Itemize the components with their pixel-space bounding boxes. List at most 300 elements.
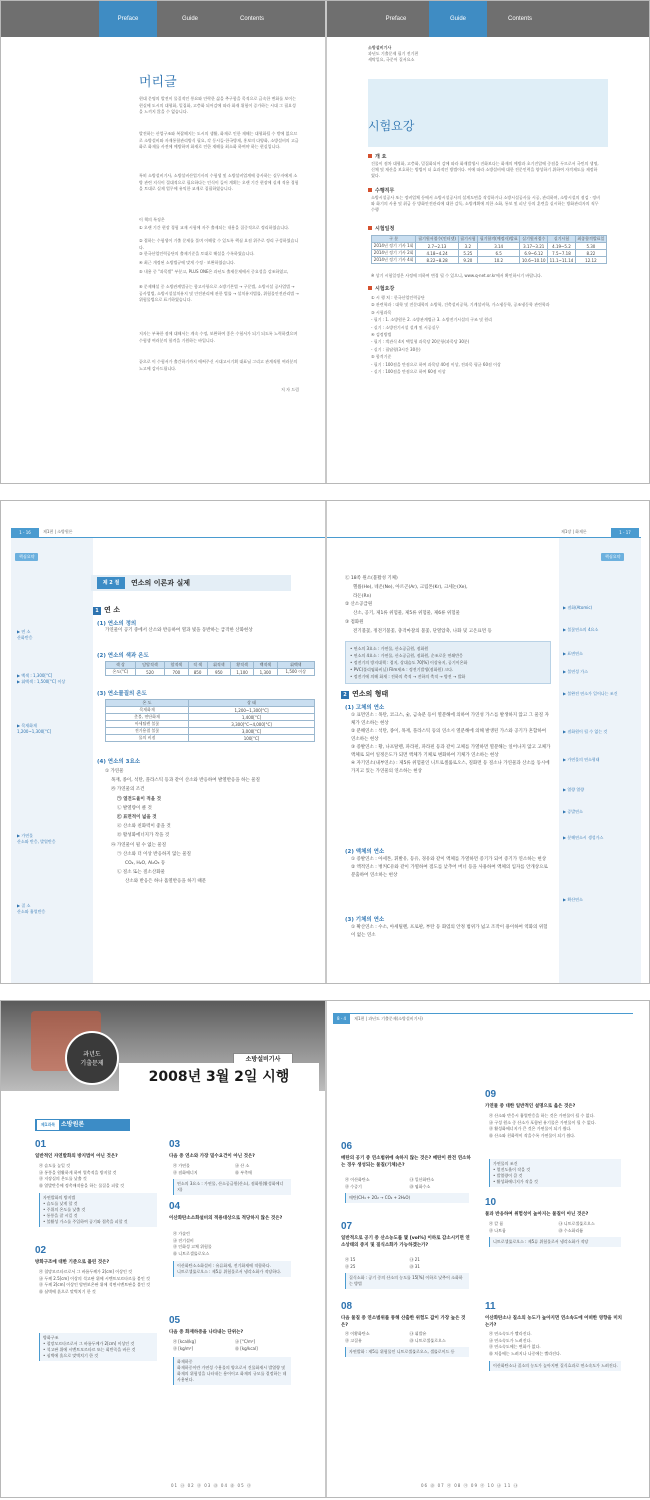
option[interactable]: ㉮ 가연물	[173, 1163, 190, 1168]
option[interactable]: ㉱ 니트로셀룰로오스	[173, 1250, 210, 1256]
summary-tab: 핵심요약	[15, 553, 38, 561]
question-text: 메탄의 공기 중 연소범위에 속하지 않는 것은? 메탄이 완전 연소하는 경우 생성되는 물질(기체)은?	[341, 1156, 471, 1168]
table-header: 적 색	[188, 662, 207, 669]
oxygen-ignition-list	[345, 575, 551, 637]
table-header: 휘적색	[207, 662, 230, 669]
preface-point: ① 오랜 기간 현장 경험 교재 시험에 자주 출제되는 내용을 집중적으로 정리하였습니다.	[139, 225, 290, 230]
color-temperature-table	[105, 661, 315, 676]
table-cell: 2.7~2.13	[416, 243, 458, 250]
exam-info-line: - 실기 : 필답형(3시간 30분)	[371, 346, 421, 352]
option[interactable]: ㉰ 인화성 고체 위험물	[173, 1244, 212, 1249]
list-item: 헬륨(He), 네온(Ne), 아르곤(Ar), 크립톤(Kr), 크세논(Xe),	[353, 584, 468, 590]
side-note: ▶ 불꽃연소의 4요소	[563, 627, 599, 632]
question-options	[173, 1231, 293, 1257]
book-header	[368, 45, 558, 63]
table-header: 필기원서접수(인터넷)	[416, 236, 458, 243]
table-cell: 2014년 정기 기사 2회	[372, 250, 416, 257]
table-cell: 1,300	[254, 669, 277, 676]
table-header: 필기합격(예정자)발표	[477, 236, 519, 243]
table-cell: 5.30	[575, 243, 606, 250]
table-header: 황적색	[230, 662, 253, 669]
section-heading	[341, 689, 388, 699]
exam-info-line: ① 시 행 처 : 한국산업인력공단	[371, 295, 425, 300]
question-number: 02	[35, 1245, 47, 1256]
spread-theory	[0, 500, 650, 984]
side-note: ▶ 가연물의 연소형태	[563, 757, 600, 762]
explanation-box: 가연물의 조건 • 열전도율이 작을 것 • 발열량이 클 것 • 활성화에너지가 작을 것	[489, 1159, 621, 1187]
section-heading	[368, 285, 394, 292]
table-cell: 3.2	[458, 243, 477, 250]
table-header: 온 도	[106, 700, 189, 707]
author-signature: 저 자 드림	[281, 387, 299, 392]
preface-para: 이 책의 특징은	[139, 217, 165, 222]
explanation-box: 연소의 3요소 : 가연물, 산소공급원(산소), 점화원(활성화에너지)	[173, 1179, 291, 1195]
table-cell: 8.22	[575, 250, 606, 257]
side-note: ▶ 증발연소	[563, 809, 583, 814]
table-row	[106, 714, 315, 721]
explanation-box: 이산화탄소나 질소의 농도가 높아지면 질식효과로 연소속도가 느려진다.	[489, 1361, 621, 1371]
side-note: ▶ 표면연소	[563, 651, 583, 656]
exam-info-line: - 필기 : 객관식 4지 택일형 과목당 20문항(과목당 30분)	[371, 339, 470, 345]
question-text: 이산화탄소나 질소의 농도가 높아지면 연소속도에 어떠한 영향을 미치는가?	[485, 1316, 623, 1328]
question-number: 09	[485, 1089, 497, 1100]
table-cell: 7.5~7.18	[548, 250, 576, 257]
list-item: ④ 자기연소(내부연소) : 제5류 위험물인 니트로셀룰로오스, 질화면 등 질소나 가연물과 산소를 동시에 가지고 있는 가연물의 연소하는 현상	[351, 761, 550, 774]
preface-point: ⑥ 문제해설 중 소방관계법규는 함고사항으로 소방기본법 → 구문법, 소방시설 공사업법 → 공사업법, 소방시설설치유지 및 안전관리에 관한 법률 → 설치유지법률, 위험물안전관리법 → 위험물법으로 표기하였습니다.	[139, 284, 299, 302]
option[interactable]: ㉱ [kg/kcal]	[235, 1345, 258, 1351]
list-item: ② 분해연소 : 석탄, 종이, 목재, 플라스틱 등의 연소시 열분해에 의해 발생된 가스와 공기가 혼합하여 연소하는 현상	[351, 729, 547, 742]
question-number: 07	[341, 1221, 353, 1232]
table-cell: 700	[165, 669, 188, 676]
bullet-square-icon	[368, 154, 372, 158]
option[interactable]: ㉯ 연소속도가 느려진다.	[489, 1337, 532, 1343]
explanation-box: 자연발화의 방지법 • 습도를 낮게 할 것 • 주위의 온도를 낮출 것 • 통풍을 잘 시킬 것 • 불활성 가스를 주입하여 공기와 접촉을 피할 것	[39, 1193, 157, 1227]
option[interactable]: ㉮ 연소속도가 빨라진다.	[489, 1331, 532, 1336]
subsection-heading: (1) 고체의 연소	[345, 705, 385, 711]
nav-tab-preface[interactable]: Preface	[385, 16, 407, 22]
table-header: 휘백색	[277, 662, 315, 669]
spread-past-exam	[0, 1000, 650, 1498]
table-cell: 4.18~4.24	[416, 250, 458, 257]
preface-point: ⑤ 내용 중 "과목별" 부분고, PLUS ONE은 과년도 출제문제에서 중요성을 강조하였고,	[139, 269, 289, 274]
option[interactable]: ㉱ 열발반응에 정촉매작용을 하는 물질을 피할 것	[39, 1182, 125, 1188]
page-number-badge: 1 - 17	[611, 528, 639, 537]
section-heading-label: 수행직무	[375, 188, 395, 194]
table-cell: 3.17~3.21	[520, 243, 548, 250]
running-header	[333, 1013, 633, 1025]
option[interactable]: ㉮ 이황화탄소	[345, 1331, 370, 1336]
table-header-row	[106, 662, 315, 669]
option[interactable]: ㉯ 두께 2.5[cm] 이상의 석고판 위에 시멘트모르타르를 붙인 것	[39, 1275, 150, 1281]
option[interactable]: ㉰ 고질유	[345, 1337, 362, 1343]
option[interactable]: ㉮ [kcal/kg]	[173, 1339, 196, 1344]
table-cell: 2014년 정기 기사 4회	[372, 257, 416, 264]
preface-para: 발전하는 산업구조와 복잡해지는 도시의 생활, 화재로 인한 재해는 대형화될 수 밖에 없으므로 소방설비와 자재통합관리방식 필요, 각 동시들-한국방재, 홍보의 다양화, 소방설비의 고급화로 화재를 사전에 예방하며 화재로 인한 재해를 최소화 하여야 하는 현실입니다.	[139, 131, 299, 149]
exam-title: 2008년 3월 2일 시행	[119, 1063, 319, 1091]
table-cell: 12.12	[575, 257, 606, 264]
table-row	[106, 728, 315, 735]
badge-label: 과년도 기출문제	[80, 1051, 104, 1067]
table-cell: 9.20	[458, 257, 477, 264]
subject-label: 소방원론	[61, 1121, 85, 1128]
question-options	[173, 1163, 293, 1176]
section-number: 2	[341, 691, 349, 699]
option[interactable]: ㉯ 휘발유	[409, 1331, 427, 1336]
explanation-box: 메탄(CH₄ + 2O₂ → CO₂ + 2H₂O)	[345, 1193, 469, 1203]
table-cell: 850	[188, 669, 207, 676]
question-number: 06	[341, 1141, 353, 1152]
side-note: ▶ 점화원이 될 수 없는 것	[563, 729, 608, 734]
question-number: 03	[169, 1139, 181, 1150]
list-item: ㉡ 발열량이 클 것	[117, 805, 152, 811]
option[interactable]: ㉯ 니트로셀룰로오스	[558, 1221, 595, 1226]
table-cell: 950	[207, 669, 230, 676]
running-header-label: 제1편 | 과년도 기출문제(소방설비기사)	[354, 1016, 423, 1021]
list-item: ㉠ 산소와 더 이상 반응하지 않는 물질	[117, 851, 191, 857]
section-heading-label: 연소의 형태	[352, 690, 389, 698]
subsection-heading: (4) 연소의 3요소	[97, 759, 141, 765]
section-heading-label: 시험일정	[375, 226, 395, 232]
page-number-badge: 1 - 16	[11, 528, 39, 537]
table-note: ※ 상기 시험일정은 사정에 의하여 변경 될 수 있으니, www.q-net.or.kr에서 확인하시기 바랍니다.	[371, 273, 543, 278]
answer-key: 06 ㉱ 07 ㉮ 08 ㉮ 09 ㉮ 10 ㉯ 11 ㉯	[421, 1483, 519, 1488]
side-note: ▶ 불연성 가스	[563, 669, 588, 674]
side-note: ▶ 연 소 산화반응	[17, 629, 33, 640]
question-text: 일반적으로 공기 중 산소농도를 몇 [vol%] 이하로 감소시키면 연소상태의 중지 및 질식소화가 가능하겠는가?	[341, 1236, 470, 1248]
table-cell: 2014년 정기 기사 1회	[372, 243, 416, 250]
overview-text: 건물이 점차 대형화, 고층화, 밀집화되어 감에 따라 화재발생시 진화보다는 화재의 예방과 초기진압에 중점을 두므로서 국민의 생명, 신체 및 재산을 보호하는 방법이 더 효과적인 방법이다. 이에 따라 소방설비에 대한 전문인력을 양성하기 위하여 자격제도를 제정하였다.	[371, 161, 599, 178]
summary-tab: 핵심요약	[601, 553, 624, 561]
list-item: ㉯ 가연물이 될 수 없는 물질	[111, 842, 167, 848]
question-number: 05	[169, 1315, 181, 1326]
question-options	[489, 1331, 624, 1357]
explanation-box: 자연발화 : 제5류 위험물인 니트로셀룰로오스, 셀룰로이드 등	[345, 1347, 469, 1357]
option[interactable]: ㉮ 15	[345, 1257, 356, 1262]
option[interactable]: ㉮ 철망모르타르로서 그 바름두께가 2[cm] 이상인 것	[39, 1269, 132, 1274]
key-point: • 정전기의 방지대책 : 접지, 상대습도 70[%] 이상유지, 공기이온화	[350, 660, 468, 665]
table-cell: 물의 비점	[106, 735, 189, 742]
bullet-square-icon	[368, 286, 372, 290]
book-header-line: 과년도 기출문제 필기 전기편	[368, 51, 419, 56]
option[interactable]: ㉰ 수증기	[345, 1183, 362, 1189]
subsection-heading: (1) 연소의 정의	[97, 621, 137, 627]
explanation-box: 방화구조 • 철망모르타르로서 그 바름두께가 2[cm] 이상인 것 • 석고판 위에 시멘트모르타르 또는 회반죽을 바른 것 • 심벽에 흙으로 맞벽치기 한 것	[39, 1333, 157, 1361]
option[interactable]: ㉰ 활성화에너지가 큰 것은 가연물이 되기 쉽다.	[489, 1126, 572, 1131]
option[interactable]: ㉯ 전기설비	[173, 1237, 194, 1243]
table-cell: 1,500 이상	[277, 669, 315, 676]
table-header: 최종합격발표일	[575, 236, 606, 243]
option[interactable]: ㉱ 산소와 친화력이 작을수록 가연물이 되기 쉽다.	[489, 1132, 576, 1138]
list-item: ① 표면연소 : 목탄, 코크스, 숯, 금속분 등이 열분해에 의하여 가연성 가스를 발생하지 않고 그 물질 자체가 연소하는 현상	[351, 713, 549, 726]
option[interactable]: ㉮ 칼 륨	[489, 1221, 504, 1226]
table-cell: 3,300[°C~4,000[°C]	[189, 721, 315, 728]
table-header: 실기시험	[548, 236, 576, 243]
section-heading	[368, 153, 386, 160]
list-item: ② 액적연소 : 벙커C유와 같이 가열하여 점도를 낮추어 버너 등을 사용하여 액체의 입자를 안개상으로 분출하여 연소하는 현상	[351, 865, 548, 878]
explanation-box: 니트로셀룰로오스 : 제5류 위험물로서 냉각소화가 적당	[489, 1237, 621, 1247]
list-item: ㉢ 18족 원소(불활성 기체)	[345, 576, 398, 581]
list-item: ② 산소공급원	[345, 602, 373, 608]
table-cell: 5.25	[458, 250, 477, 257]
subsection-heading: (3) 연소물질의 온도	[97, 691, 147, 697]
table-cell: 10.6~10.10	[521, 257, 546, 263]
nav-tab-contents[interactable]: Contents	[507, 16, 532, 22]
question-text: 다음 중 연소와 가장 밀수요건이 아닌 것은?	[169, 1154, 255, 1159]
table-row	[372, 250, 607, 257]
subsection-heading: (2) 연소의 색과 온도	[97, 653, 149, 659]
running-header: 제1편 | 소방원론	[43, 529, 73, 534]
question-text: 방화구조에 대한 기준으로 틀린 것은?	[35, 1260, 110, 1265]
preface-para: 현대 문명의 발전이 물질적인 풍요와 안락한 삶을 추구함을 목적으로 급속한 변화를 보이는 현실에 도시의 대형화, 밀집화, 고층화 되어감에 따라 화재 위험이 증가하는 시대 그 필요성을 느끼지 않을 수 없습니다.	[139, 96, 296, 114]
key-points-box	[345, 641, 551, 684]
list-item: ㉮ 가연물의 조건	[111, 787, 145, 793]
option[interactable]: ㉱ 부촉매	[235, 1169, 252, 1175]
question-options	[39, 1269, 159, 1295]
question-number: 04	[169, 1201, 181, 1212]
table-row	[372, 257, 607, 264]
key-point: • 연소의 3요소 : 가연물, 산소공급원, 점화원	[350, 646, 429, 651]
schedule-table	[371, 235, 607, 264]
three-elements-list	[105, 767, 315, 887]
explanation-box: 이산화탄소소화설비 : 유류화재, 전기화재에 적합하다. 니트로셀룰로오스 : 제5류 위험물로서 냉각소화가 적당하다.	[173, 1261, 291, 1277]
table-header: 암적색	[165, 662, 188, 669]
table-header: 상 태	[189, 700, 315, 707]
side-note: ▶ 백색 : 1,300[°C] ▶ 휘백색 : 1,500[°C] 이상	[17, 673, 66, 684]
exam-info-line: - 실기 : 100점을 만점으로 하여 60점 이상	[371, 369, 446, 375]
preface-point: ④ 최근 개정된 소방법규에 맞게 수정 · 보완하였습니다.	[139, 260, 236, 265]
option[interactable]: ㉰ 25	[345, 1263, 356, 1269]
option[interactable]: ㉰ 점화에너지	[173, 1169, 198, 1175]
question-text: 일반적인 자연발화의 방지법이 아닌 것은?	[35, 1154, 118, 1159]
question-text: 이산화탄소소화설비의 적용대상으로 적당하지 않은 것은?	[169, 1216, 283, 1221]
top-nav-right	[327, 1, 650, 37]
option[interactable]: ㉰ [kg/m²]	[173, 1345, 194, 1351]
table-row	[106, 707, 315, 714]
option[interactable]: ㉯ 21	[409, 1257, 420, 1262]
option[interactable]: ㉮ 습도를 높일 것	[39, 1163, 70, 1168]
option[interactable]: ㉯ [°C/m²]	[235, 1339, 256, 1344]
exam-info-line: - 필기 : 1. 소방원론 2. 소방관계법규 3. 소방전기시설의 구조 및 원리	[371, 317, 492, 323]
question-number: 01	[35, 1139, 47, 1150]
table-cell: 전기용접 불꽃	[106, 728, 189, 735]
table-header-row	[372, 236, 607, 243]
question-options	[173, 1339, 293, 1352]
option[interactable]: ㉱ 31	[409, 1263, 420, 1269]
sidebar-left	[11, 538, 93, 983]
list-item: ① 증발연소 : 아세톤, 휘발유, 등유, 경유와 같이 액체를 가열하면 증기가 되어 증기가 연소하는 현상	[351, 857, 547, 862]
exam-info-line: ③ 시험과목	[371, 309, 392, 315]
question-number: 08	[341, 1301, 353, 1312]
option[interactable]: ㉮ 산소와 반응시 흡열반응을 하는 것은 가연물이 될 수 없다.	[489, 1113, 595, 1118]
list-item: ③ 증발연소 : 황, 나프탈렌, 파라핀, 파라핀 등과 같이 고체를 가열하면 열분해는 일어나지 않고 고체가 액체로 되어 일정온도가 되면 액체가 기체로 변화하여 기체가 연소하는 현상	[351, 745, 551, 758]
chapter-number: 제 2 절	[97, 577, 125, 589]
table-cell: 6.5	[477, 250, 519, 257]
list-item: 라돈(Rn)	[353, 593, 372, 599]
subject-number: 제1과목	[37, 1120, 59, 1130]
subject-tab	[35, 1119, 130, 1131]
question-options	[489, 1221, 624, 1234]
gutter	[325, 1, 327, 483]
book-header-line: 세탁일요, 국문어 질서요소	[368, 57, 415, 62]
side-note: ▶ 가연물 산소와 반응, 발열반응	[17, 833, 56, 844]
section-heading-label: 개 요	[375, 154, 387, 160]
list-item: ㉡ 질소 또는 질소산화물	[117, 870, 165, 876]
list-item: 목재, 종이, 석탄, 플라스틱 등과 같이 산소와 반응하여 발열반응을 하는 물질	[111, 778, 261, 784]
question-options	[345, 1177, 470, 1190]
table-header: 색 상	[106, 662, 136, 669]
option[interactable]: ㉯ 구성 원소 중 산소가 포함된 유기물은 가연물이 될 수 없다.	[489, 1119, 596, 1125]
side-note: ▶ 점화(Atomic)	[563, 605, 593, 610]
key-point: • 연소의 4요소 : 가연물, 산소공급원, 점화원, 순조로운 연쇄반응	[350, 653, 463, 658]
table-cell: 4.19~5.2	[548, 243, 576, 250]
preface-para: 특히 소방설비기사, 소방설비산업기사의 수험생 및 소방설비업계에 종사하는 실무자에게 소방 관련 지식이 절대적으로 필요하다는 인식이 들어 계획는 오랜 기간 현장에 실제 적용 경험을 토대로 실제 업무에 유익한 교재로 집필하였습니다.	[139, 173, 299, 191]
duty-text: 소방시설공사 또는 정비업체 등에서 소방시설공사의 설계도면을 작성하거나 소방시설공사를 시공, 관리하며, 소방시설의 점검 · 정비와 화기의 사용 및 취급 등 방화안전관리에 대한 감독, 소방계획에 의한 소화, 통보 및 피난 등의 훈련을 실시하는 방화관리자의 직무수행	[371, 195, 600, 212]
section-heading	[93, 605, 120, 615]
table-header: 필기시험	[460, 236, 476, 241]
list-item: ① 가연물	[105, 769, 124, 774]
chapter-title: 연소의 이론과 실제	[131, 579, 190, 587]
nav-tab-contents[interactable]: Contents	[239, 16, 264, 22]
table-cell: 아세틸렌 불꽃	[106, 721, 189, 728]
chapter-banner	[91, 575, 291, 591]
side-note: ▶ 질 소 산소와 흡열반응	[17, 903, 46, 914]
table-cell: 10.2	[477, 257, 519, 264]
question-options	[39, 1163, 159, 1189]
table-cell: 100[°C]	[189, 735, 315, 742]
list-item: ㉠ 열전도율이 적을 것	[117, 796, 161, 802]
table-cell: 3,000[°C]	[189, 728, 315, 735]
list-item: ㉢ 표면적이 넓을 것	[117, 815, 157, 821]
table-cell: 11.1~11.14	[549, 257, 574, 263]
option[interactable]: ㉯ 통풍을 원활하게 하여 열축적을 방지할 것	[39, 1169, 117, 1175]
option[interactable]: ㉱ 염화수소	[409, 1183, 431, 1189]
table-row	[106, 721, 315, 728]
preface-para: 저자는 부족한 점에 대해서는 계속 수정, 보완하여 좋은 수험서가 되기 되도록 노력하겠으며 수험생 여러분의 합격을 기원하는 바입니다.	[139, 331, 298, 343]
section-heading-label: 시험요강	[375, 286, 395, 292]
side-note: ▶ 확산연소	[563, 897, 583, 902]
option[interactable]: ㉮ 가솔린	[173, 1231, 190, 1236]
option[interactable]: ㉱ 처음에는 느려지나 나중에는 빨라진다.	[489, 1350, 562, 1356]
table-header: 구 분	[372, 236, 416, 243]
exam-info-list	[371, 294, 601, 375]
side-note: ▶ 열량 열량	[563, 787, 585, 792]
table-header: 담암적색	[135, 662, 164, 669]
question-options	[345, 1257, 470, 1270]
option[interactable]: ㉯ 일산화탄소	[409, 1177, 435, 1182]
side-note: ▶ 목재화재 1,200~1,300[°C]	[17, 723, 52, 734]
guide-title-panel	[368, 79, 608, 147]
option[interactable]: ㉰ 두께 2[cm] 이상인 암면보온판 위에 석면시멘트판을 붙인 것	[39, 1282, 150, 1287]
table-header: 실기원서접수	[520, 236, 548, 243]
table-row	[106, 735, 315, 742]
table-cell: 1,100	[230, 669, 253, 676]
side-note: ▶ 분해연소시 생성가스	[563, 835, 604, 840]
running-header: 제1장 | 화재론	[561, 529, 587, 534]
exam-info-line: ② 관련학과 : 대학 및 전문대학의 소방학, 건축설비공학, 기계설비학, 가스냉동학, 공조냉동학 관련학과	[371, 302, 550, 308]
guide-title: 시험요강	[368, 119, 415, 133]
nav-tab-guide[interactable]: Guide	[429, 1, 487, 37]
side-note: ▶ 불완전 연소가 일어나는 조건	[563, 691, 618, 696]
body-text: 가연물이 공기 중에서 산소와 반응하여 열과 빛을 동반하는 급격한 산화현상	[105, 628, 253, 633]
exam-info-line: ④ 검정방법	[371, 332, 392, 338]
option[interactable]: ㉰ 나트륨	[489, 1227, 506, 1233]
option[interactable]: ㉱ 수소화리튬	[558, 1227, 584, 1233]
question-number: 10	[485, 1197, 497, 1208]
option[interactable]: ㉮ 이산화탄소	[345, 1177, 370, 1182]
explanation-box: 질식소화 : 공기 중의 산소의 농도를 15[%] 이하로 낮추어 소화하는 방법	[345, 1273, 469, 1289]
option[interactable]: ㉰ 저장실의 온도를 낮출 것	[39, 1176, 87, 1181]
option[interactable]: ㉰ 연소속도에는 변화가 없다.	[489, 1344, 541, 1349]
option[interactable]: ㉱ 심벽에 흙으로 맞벽치기 한 것	[39, 1288, 96, 1294]
exam-info-line: - 필기 : 100점을 만점으로 하여 과목당 40점 이상, 전과목 평균 60점 이상	[371, 361, 501, 367]
bullet-square-icon	[368, 188, 372, 192]
exam-category: 소방설비기사	[233, 1053, 293, 1064]
list-item: ㉣ 산소와 친화력이 좋을 것	[117, 824, 171, 830]
key-point: • PVC(폴리염화비닐) Film제조 : 정전기발생(점화원) 크다.	[350, 667, 454, 672]
table-cell: 1,400[°C]	[189, 714, 315, 721]
list-item: ㉤ 활성화에너지가 작을 것	[117, 833, 170, 839]
question-text: 가연물 중 대한 일반적인 설명으로 옳은 것은?	[485, 1104, 576, 1109]
exam-info-line: ⑤ 합격기준	[371, 354, 392, 360]
book-header-line: 소방설비기사	[368, 45, 392, 50]
nav-tab-preface[interactable]: Preface	[99, 1, 157, 37]
key-point: • 정전기에 의해 화재 : 전하의 축적 → 전하의 축적 → 방전 → 발화	[350, 674, 466, 679]
table-cell: 온도(°C)	[106, 669, 136, 676]
nav-tab-guide[interactable]: Guide	[181, 16, 198, 22]
explanation-box: 화재하중 화재하중이란 가연성 수용물의 양으로서 건물화재시 발열량 및 화재의 위험성을 나타내는 용어이고 화재의 규모를 결정하는 데 사용된다.	[173, 1357, 291, 1385]
table-cell: 촛불, 연단화재	[106, 714, 189, 721]
answer-key: 01 ㉯ 02 ㉰ 03 ㉱ 04 ㉱ 05 ㉰	[171, 1483, 252, 1488]
exam-info-line: - 실기 : 소방전기시설 설계 및 시공실무	[371, 324, 440, 330]
section-heading	[368, 187, 394, 194]
gas-combustion-list	[351, 924, 551, 940]
table-cell: 6.9~6.12	[520, 250, 548, 257]
top-nav-left	[1, 1, 325, 37]
table-header-row	[106, 700, 315, 707]
section-heading-label: 연 소	[104, 606, 120, 614]
subsection-heading: (2) 액체의 연소	[345, 849, 385, 855]
spread-preface-guide	[0, 0, 650, 484]
gutter	[325, 501, 327, 983]
question-text: 다음 물질 중 연소범위를 통해 산출한 위험도 값이 가장 높은 것은?	[341, 1316, 466, 1328]
solid-combustion-list	[351, 712, 551, 776]
preface-title: 머리글	[139, 75, 177, 90]
preface-point: ② 접하는 수험생이 기출 문제를 풀며 이해할 수 있도록 핵심 요점 위주로 정리 구성하였습니다.	[139, 238, 299, 250]
list-item: CO₂, H₂O, Al₂O₃ 등	[125, 861, 166, 867]
bullet-square-icon	[368, 226, 372, 230]
subsection-heading: (3) 기체의 연소	[345, 917, 385, 923]
table-cell: 520	[135, 669, 164, 676]
option[interactable]: ㉯ 산 소	[235, 1163, 250, 1168]
section-number: 1	[93, 607, 101, 615]
table-cell: 8.22~8.28	[416, 257, 458, 264]
list-item: 전기불꽃, 정전기불꽃, 충격마찰의 불꽃, 단열압축, 나화 및 고온표면 등	[353, 628, 492, 634]
table-header: 백적색	[254, 662, 277, 669]
preface-para: 끝으로 이 수험서가 출간하기까지 애써주신 시대고시기획 대표님 그리고 관계직원 여러분의 노고에 감사드립니다.	[139, 359, 298, 371]
preface-point: ③ 한국산업인력공단의 출제기준을 토대로 해설을 수록하였습니다.	[139, 251, 255, 256]
list-item: 산소와 반응은 하나 흡열반응을 하기 때문	[125, 879, 207, 885]
table-cell: 3.14	[477, 243, 519, 250]
liquid-combustion-list	[351, 856, 551, 880]
option[interactable]: ㉱ 니트로셀룰로오스	[409, 1337, 446, 1343]
table-cell: 1,200~1,300[°C]	[189, 707, 315, 714]
question-options	[489, 1113, 624, 1139]
gutter	[325, 1001, 327, 1497]
section-heading	[368, 225, 394, 232]
table-row	[372, 243, 607, 250]
list-item: ③ 점화원	[345, 619, 364, 625]
table-row	[106, 669, 315, 676]
